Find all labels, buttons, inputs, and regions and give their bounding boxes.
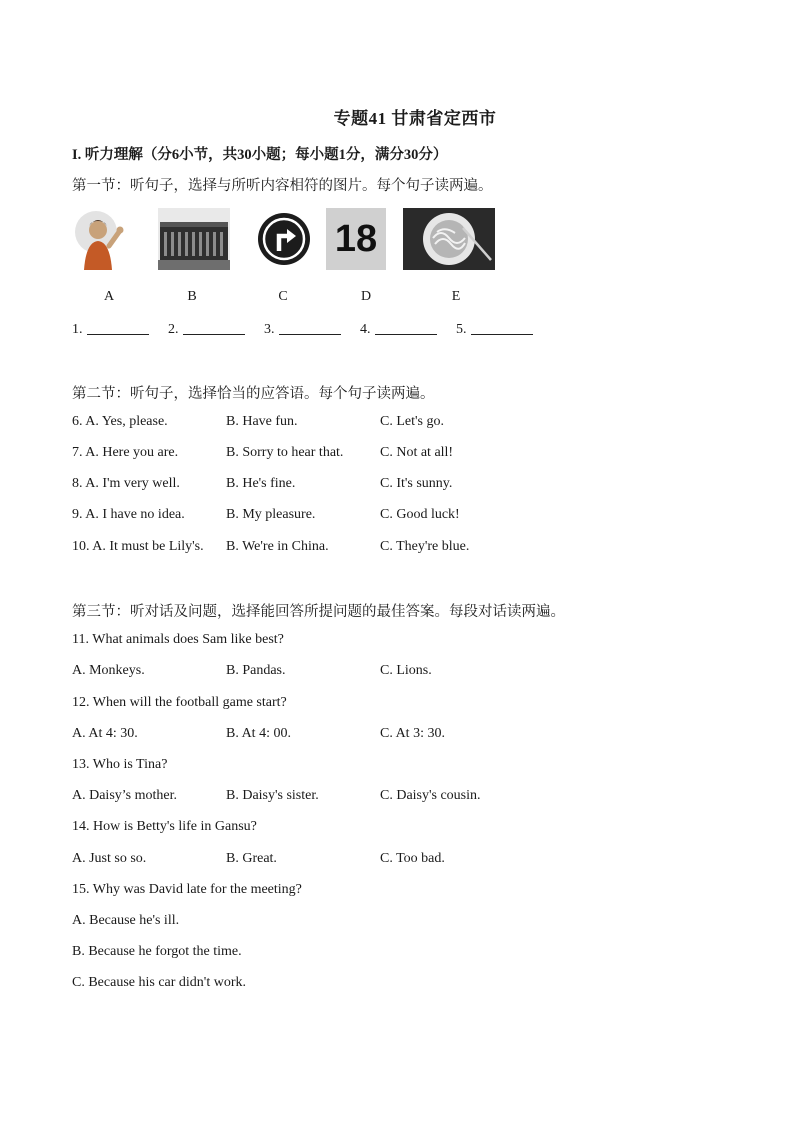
q14-question: 14. How is Betty's life in Gansu?	[72, 819, 257, 834]
q10-option-c: C. They're blue.	[380, 539, 470, 554]
q9-option-c: C. Good luck!	[380, 507, 460, 522]
answer-blank-2[interactable]	[183, 320, 245, 335]
answer-blank-3[interactable]	[279, 320, 341, 335]
part-heading: I. 听力理解（分6小节，共30小题；每小题1分，满分30分）	[72, 147, 448, 163]
q13-option-a: A. Daisy’s mother.	[72, 788, 177, 803]
q15-option-c: C. Because his car didn't work.	[72, 975, 246, 990]
q14-option-a: A. Just so so.	[72, 851, 147, 866]
q8-option-b: B. He's fine.	[226, 476, 296, 491]
picture-label-e: E	[451, 289, 461, 304]
q12-option-c: C. At 3: 30.	[380, 726, 445, 741]
waving-boy-picture	[74, 208, 130, 270]
q12-option-a: A. At 4: 30.	[72, 726, 138, 741]
blank-label-5: 5.	[456, 322, 467, 337]
q15-option-b: B. Because he forgot the time.	[72, 944, 242, 959]
section3-heading: 第三节：听对话及问题，选择能回答所提问题的最佳答案。每段对话读两遍。	[72, 604, 565, 620]
q15-question: 15. Why was David late for the meeting?	[72, 882, 302, 897]
q7-option-c: C. Not at all!	[380, 445, 454, 460]
answer-blank-4[interactable]	[375, 320, 437, 335]
answer-blank-5[interactable]	[471, 320, 533, 335]
q9-option-a: 9. A. I have no idea.	[72, 507, 185, 522]
q6-option-b: B. Have fun.	[226, 414, 298, 429]
q11-question: 11. What animals does Sam like best?	[72, 632, 284, 647]
q11-option-a: A. Monkeys.	[72, 663, 145, 678]
q12-question: 12. When will the football game start?	[72, 695, 287, 710]
q11-option-b: B. Pandas.	[226, 663, 286, 678]
q6-option-a: 6. A. Yes, please.	[72, 414, 168, 429]
q14-option-c: C. Too bad.	[380, 851, 445, 866]
q8-option-c: C. It's sunny.	[380, 476, 453, 491]
picture-label-a: A	[103, 289, 115, 304]
blank-label-1: 1.	[72, 322, 83, 337]
number-18-picture: 18	[326, 208, 386, 270]
q11-option-c: C. Lions.	[380, 663, 432, 678]
q15-option-a: A. Because he's ill.	[72, 913, 180, 928]
q13-option-c: C. Daisy's cousin.	[380, 788, 481, 803]
picture-label-b: B	[187, 289, 197, 304]
q8-option-a: 8. A. I'm very well.	[72, 476, 180, 491]
q13-question: 13. Who is Tina?	[72, 757, 168, 772]
q13-option-b: B. Daisy's sister.	[226, 788, 319, 803]
answer-blanks-row	[72, 320, 549, 338]
blank-label-2: 2.	[168, 322, 179, 337]
answer-blank-1[interactable]	[87, 320, 149, 335]
blank-label-4: 4.	[360, 322, 371, 337]
q12-option-b: B. At 4: 00.	[226, 726, 291, 741]
q14-option-b: B. Great.	[226, 851, 277, 866]
section1-heading: 第一节：听句子，选择与所听内容相符的图片。每个句子读两遍。	[72, 178, 493, 194]
q10-option-a: 10. A. It must be Lily's.	[72, 539, 204, 554]
noodle-bowl-picture	[403, 208, 495, 270]
q7-option-a: 7. A. Here you are.	[72, 445, 179, 460]
turn-right-sign-picture	[254, 208, 314, 270]
page-title: 专题41 甘肃省定西市	[333, 109, 497, 128]
q7-option-b: B. Sorry to hear that.	[226, 445, 344, 460]
picture-label-d: D	[360, 289, 372, 304]
q10-option-b: B. We're in China.	[226, 539, 329, 554]
picture-label-c: C	[278, 289, 288, 304]
q6-option-c: C. Let's go.	[380, 414, 444, 429]
building-picture	[158, 208, 230, 270]
section2-heading: 第二节：听句子，选择恰当的应答语。每个句子读两遍。	[72, 386, 435, 402]
blank-label-3: 3.	[264, 322, 275, 337]
q9-option-b: B. My pleasure.	[226, 507, 316, 522]
